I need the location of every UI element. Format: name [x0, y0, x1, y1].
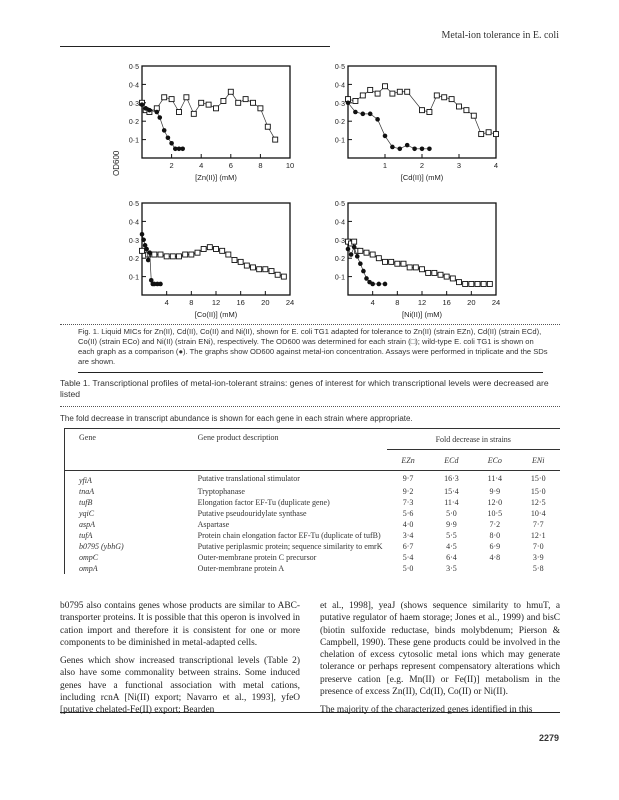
table-title-rule: [60, 406, 560, 407]
fold-cell: 10·5: [487, 509, 503, 518]
tolerant-data-point: [463, 281, 468, 286]
x-tick-label: 12: [211, 298, 221, 307]
wildtype-data-point: [147, 250, 152, 255]
tolerant-data-point: [442, 95, 447, 100]
tolerant-data-point: [438, 272, 443, 277]
x-tick-label: 1: [382, 161, 388, 170]
tolerant-data-point: [486, 130, 491, 135]
body-column-right: [320, 600, 560, 723]
description-cell: Putative translational stimulator: [197, 474, 300, 483]
y-tick-label: 0·5: [128, 64, 139, 71]
tolerant-data-point: [220, 248, 225, 253]
tolerant-data-point: [228, 89, 233, 94]
tolerant-data-point: [368, 87, 373, 92]
fold-cell: 9·9: [446, 520, 457, 529]
tolerant-data-point: [265, 124, 270, 129]
x-tick-label: 24: [285, 298, 295, 307]
tolerant-data-point: [432, 270, 437, 275]
wildtype-data-point: [398, 147, 403, 152]
description-cell: Outer-membrane protein C precursor: [197, 553, 317, 562]
tolerant-data-point: [353, 98, 358, 103]
x-tick-label: 12: [417, 298, 427, 307]
x-tick-label: 10: [285, 161, 295, 170]
chart-cd: [314, 58, 514, 186]
wildtype-data-point: [346, 247, 351, 252]
y-tick-label: 0·2: [334, 119, 345, 127]
fold-cell: 12·5: [530, 498, 546, 507]
y-tick-label: 0·4: [128, 82, 139, 90]
caption-top-rule: [60, 324, 560, 325]
tolerant-data-point: [236, 100, 241, 105]
fold-cell: 10·4: [530, 509, 546, 518]
tolerant-data-point: [244, 263, 249, 268]
tolerant-data-point: [170, 254, 175, 259]
y-axis-label: OD600: [112, 150, 121, 176]
tolerant-data-point: [177, 254, 182, 259]
fold-cell: 5·0: [402, 564, 414, 573]
wildtype-data-point: [383, 282, 388, 287]
tolerant-data-point: [481, 281, 486, 286]
figure-caption: Fig. 1. Liquid MICs for Zn(II), Cd(II), Co(II) and Ni(II), shown for E. coli TG1 adapted for tolerance to Zn(II) (strain EZn), Cd(II) (strain ECd), Co(II) (strain ECo) and Ni(II) (strain ENi), respectively. The OD600 was determined for each strain (□); wild-type E. coli TG1 is shown on each graph as a comparison (●). The graphs show OD600 against metal-ion concentration. Assays were performed in triplicate and the SDs are shown.: [78, 327, 548, 366]
y-tick-label: 0·1: [334, 137, 345, 145]
x-tick-label: 20: [467, 298, 476, 307]
tolerant-data-point: [427, 110, 432, 115]
tolerant-data-point: [214, 247, 219, 252]
fold-cell: 4·0: [402, 520, 414, 529]
tolerant-data-point: [370, 252, 375, 257]
wildtype-data-point: [353, 110, 358, 115]
wildtype-data-point: [390, 145, 395, 150]
tolerant-data-point: [450, 276, 455, 281]
tolerant-data-point: [258, 106, 263, 111]
x-tick-label: 16: [442, 298, 451, 307]
paragraph: et al., 1998], yeaJ (shows sequence similarity to hmuT, a putative regulator of haem storage; Jones et al., 1999) and bisC (biotin sulfoxide reductase, binds molybdenum; Pierson & Campbell, 1990). These gene products could be involved in the chelation of excess cytosolic metal ions which may generate tolerance or perhaps represent compensatory alterations which preserve cation [e.g. Mn(II) or Fe(II)] metabolism in the presence of excess Zn(II), Cd(II), Co(II) or Ni(II).: [320, 601, 560, 698]
tolerant-data-point: [275, 272, 280, 277]
description-cell: Putative periplasmic protein; sequence similarity to emrK: [197, 542, 383, 551]
tolerant-data-point: [226, 252, 231, 257]
tolerant-data-point: [232, 258, 237, 263]
paragraph: b0795 also contains genes whose products are similar to ABC-transporter proteins. It is possible that this operon is involved in cation import and therefore it is consistent for one or more components to be diminished in metal-adapted cells.: [60, 601, 300, 648]
tolerant-data-point: [420, 108, 425, 113]
y-tick-label: 0·3: [128, 237, 139, 245]
tolerant-data-point: [152, 252, 157, 257]
tolerant-data-point: [184, 95, 189, 100]
y-tick-label: 0·4: [334, 219, 345, 227]
wildtype-data-point: [377, 282, 382, 287]
tolerant-data-point: [469, 281, 474, 286]
y-tick-label: 0·2: [334, 256, 345, 264]
wildtype-data-point: [361, 269, 366, 274]
tolerant-data-point: [405, 89, 410, 94]
table-row: [65, 486, 561, 497]
wildtype-data-point: [364, 276, 369, 281]
col-header-eni: ENi: [532, 455, 545, 465]
paragraph: The majority of the characterized genes identified in this: [320, 705, 533, 716]
wildtype-data-point: [420, 147, 425, 152]
tolerant-data-point: [140, 248, 145, 253]
y-tick-label: 0·5: [128, 201, 139, 208]
tolerant-data-point: [177, 110, 182, 115]
wildtype-data-point: [158, 282, 163, 287]
tolerant-data-point: [360, 93, 365, 98]
x-tick-label: 8: [189, 298, 194, 307]
col-header-eco: ECo: [487, 455, 502, 465]
chart-zn: [108, 58, 308, 186]
fold-cell: 9·7: [402, 474, 414, 483]
tolerant-data-point: [206, 102, 211, 107]
tolerant-data-point: [457, 104, 462, 109]
wildtype-data-point: [140, 232, 145, 237]
fold-cell: 9·2: [402, 487, 414, 496]
wildtype-data-point: [358, 261, 363, 266]
tolerant-data-point: [389, 259, 394, 264]
x-axis-label: [Zn(II)] (mM): [195, 173, 237, 182]
wildtype-data-point: [157, 115, 162, 120]
wildtype-data-point: [412, 147, 417, 152]
wildtype-data-point: [144, 247, 149, 252]
tolerant-data-point: [164, 254, 169, 259]
tolerant-data-point: [169, 97, 174, 102]
x-tick-label: 2: [419, 161, 425, 170]
y-tick-label: 0·4: [128, 219, 139, 227]
x-tick-label: 24: [491, 298, 501, 307]
tolerant-data-point: [475, 281, 480, 286]
y-tick-label: 0·3: [334, 237, 345, 245]
gene-cell: tufB: [79, 498, 93, 507]
fold-cell: 4·8: [489, 553, 501, 562]
wildtype-data-point: [427, 147, 432, 152]
tolerant-data-point: [395, 261, 400, 266]
body-column-left: [60, 600, 300, 723]
fold-cell: 9·9: [489, 487, 501, 496]
col-header-description: Gene product description: [197, 433, 279, 442]
plot-frame: [142, 66, 290, 158]
wildtype-data-point: [147, 108, 152, 113]
x-tick-label: 20: [261, 298, 270, 307]
table-row: [65, 530, 561, 541]
wildtype-data-point: [155, 110, 160, 115]
fold-cell: 7·2: [489, 520, 501, 529]
fold-cell: 6·4: [446, 553, 457, 562]
y-tick-label: 0·5: [334, 64, 345, 71]
description-cell: Protein chain elongation factor EF-Tu (duplicate of tufB): [197, 531, 381, 540]
gene-cell: tnaA: [79, 487, 95, 496]
fold-cell: 15·4: [444, 487, 459, 496]
paragraph: Genes which show increased transcriptional levels (Table 2) also have some commonality between strains. Some induced genes have a functional association with metal cations, including rcnA [Ni(II) export; Navarro et al., 1993], yfeO [putative chelated-Fe(II) export; Bearden: [60, 656, 300, 716]
tolerant-data-point: [401, 261, 406, 266]
table-row: [65, 552, 561, 563]
tolerant-data-point: [434, 93, 439, 98]
tolerant-data-point: [263, 267, 268, 272]
wildtype-series-line: [348, 103, 429, 149]
description-cell: Aspartase: [197, 520, 230, 529]
fold-cell: 3·4: [402, 531, 414, 540]
fold-cell: 7·0: [532, 542, 544, 551]
fold-cell: 3·5: [446, 564, 457, 573]
wildtype-data-point: [368, 112, 373, 117]
tolerant-data-point: [494, 132, 499, 137]
tolerant-data-point: [251, 265, 256, 270]
fold-cell: 8·0: [489, 531, 501, 540]
table-row: [65, 508, 561, 519]
fold-cell: 4·5: [446, 542, 457, 551]
x-axis-label: [Cd(II)] (mM): [400, 173, 444, 182]
fold-cell: 5·0: [446, 509, 457, 518]
gene-cell: ompA: [79, 564, 98, 573]
wildtype-data-point: [346, 101, 351, 106]
tolerant-data-point: [221, 98, 226, 103]
wildtype-data-point: [146, 258, 151, 263]
wildtype-data-point: [405, 143, 410, 148]
wildtype-data-point: [162, 128, 167, 133]
table-description: The fold decrease in transcript abundance is shown for each gene in each strain where appropriate.: [60, 414, 413, 423]
footer-rule: [60, 712, 560, 713]
tolerant-data-point: [214, 106, 219, 111]
col-header-gene: Gene: [79, 433, 96, 442]
header-rule: [60, 46, 330, 47]
x-tick-label: 16: [236, 298, 245, 307]
tolerant-data-point: [457, 280, 462, 285]
wildtype-data-point: [140, 102, 145, 107]
tolerant-data-point: [407, 265, 412, 270]
fold-cell: 11·4: [487, 474, 502, 483]
col-header-fold: Fold decrease in strains: [387, 429, 561, 450]
tolerant-data-point: [383, 259, 388, 264]
tolerant-data-point: [449, 97, 454, 102]
y-tick-label: 0·1: [128, 137, 139, 145]
x-tick-label: 8: [258, 161, 263, 170]
tolerant-data-point: [397, 89, 402, 94]
fold-cell: 7·3: [402, 498, 414, 507]
y-tick-label: 0·3: [128, 100, 139, 108]
tolerant-data-point: [352, 239, 357, 244]
table-row: [65, 519, 561, 530]
y-tick-label: 0·3: [334, 100, 345, 108]
tolerant-data-point: [444, 274, 449, 279]
y-tick-label: 0·1: [128, 274, 139, 282]
wildtype-data-point: [352, 245, 357, 250]
x-tick-label: 3: [456, 161, 462, 170]
x-tick-label: 4: [199, 161, 204, 170]
fold-cell: 3·9: [532, 553, 544, 562]
x-axis-label: [Ni(II)] (mM): [402, 310, 442, 319]
tolerant-data-point: [195, 250, 200, 255]
tolerant-data-point: [426, 270, 431, 275]
fold-cell: 12·1: [530, 531, 546, 540]
tolerant-data-point: [273, 137, 278, 142]
fold-cell: 7·7: [532, 520, 544, 529]
table-row: [65, 563, 561, 574]
fold-cell: 5·5: [446, 531, 457, 540]
fold-cell: 5·6: [402, 509, 414, 518]
chart-ni: [314, 195, 514, 323]
fold-cell: 6·9: [489, 542, 501, 551]
fold-cell: 5·8: [532, 564, 544, 573]
fold-cell: 12·0: [487, 498, 503, 507]
y-tick-label: 0·2: [128, 256, 139, 264]
col-header-ecd: ECd: [444, 455, 459, 465]
tolerant-data-point: [376, 256, 381, 261]
x-tick-label: 8: [395, 298, 400, 307]
tolerant-data-point: [251, 100, 256, 105]
y-tick-label: 0·1: [334, 274, 345, 282]
tolerant-data-point: [358, 248, 363, 253]
tolerant-data-point: [189, 252, 194, 257]
tolerant-data-point: [257, 267, 262, 272]
tolerant-data-point: [375, 91, 380, 96]
description-cell: Tryptophanase: [197, 487, 245, 496]
tolerant-data-point: [162, 95, 167, 100]
gene-cell: yfiA: [79, 476, 92, 485]
page-number: 2279: [538, 733, 559, 743]
description-cell: Putative pseudouridylate synthase: [197, 509, 307, 518]
tolerant-data-point: [413, 265, 418, 270]
gene-cell: ompC: [79, 553, 99, 562]
tolerant-data-point: [201, 247, 206, 252]
chart-co: [108, 195, 308, 323]
y-tick-label: 0·4: [334, 82, 345, 90]
gene-cell: b0795 (ybhG): [79, 542, 124, 551]
gene-cell: tufA: [79, 531, 93, 540]
x-tick-label: 2: [169, 161, 174, 170]
wildtype-data-point: [375, 117, 380, 122]
fold-cell: 15·0: [530, 487, 546, 496]
tolerant-data-point: [471, 113, 476, 118]
wildtype-data-point: [166, 135, 171, 140]
table-title: Table 1. Transcriptional profiles of metal-ion-tolerant strains: genes of interest for which transcriptional levels were decreased are listed: [60, 378, 549, 399]
y-tick-label: 0·2: [128, 119, 139, 127]
fold-cell: 11·4: [444, 498, 459, 507]
wildtype-data-point: [180, 147, 185, 152]
description-cell: Outer-membrane protein A: [197, 564, 285, 573]
description-cell: Elongation factor EF-Tu (duplicate gene): [197, 498, 330, 507]
wildtype-data-point: [349, 252, 354, 257]
table-row: [65, 541, 561, 552]
running-title: Metal-ion tolerance in E. coli: [441, 30, 559, 41]
gene-cell: aspA: [79, 520, 95, 529]
tolerant-data-point: [183, 252, 188, 257]
tolerant-data-point: [158, 252, 163, 257]
fold-cell: 6·7: [402, 542, 414, 551]
tolerant-data-point: [364, 250, 369, 255]
fold-cell: 15·0: [530, 474, 546, 483]
tolerant-data-point: [479, 132, 484, 137]
tolerant-data-point: [199, 100, 204, 105]
tolerant-data-point: [383, 84, 388, 89]
wildtype-data-point: [169, 141, 174, 146]
wildtype-data-point: [361, 112, 366, 117]
tolerant-data-point: [269, 269, 274, 274]
y-tick-label: 0·5: [334, 201, 345, 208]
fold-cell: 5·4: [402, 553, 414, 562]
gene-cell: yqiC: [79, 509, 95, 518]
tolerant-data-point: [243, 97, 248, 102]
x-tick-label: 4: [370, 298, 375, 307]
wildtype-data-point: [370, 282, 375, 287]
table-row: [65, 471, 561, 487]
fold-cell: 16·3: [444, 474, 459, 483]
tolerant-data-point: [281, 274, 286, 279]
tolerant-data-point: [420, 267, 425, 272]
x-tick-label: 4: [164, 298, 169, 307]
wildtype-data-point: [141, 238, 146, 243]
tolerant-data-point: [464, 108, 469, 113]
tolerant-data-point: [487, 281, 492, 286]
table-row: [65, 497, 561, 508]
tolerant-series-line: [348, 242, 490, 284]
fold-cell: [473, 563, 516, 574]
caption-bottom-rule: [78, 372, 543, 373]
tolerant-data-point: [191, 111, 196, 116]
table-1: [64, 428, 560, 574]
tolerant-data-point: [238, 259, 243, 264]
tolerant-data-point: [207, 245, 212, 250]
tolerant-data-point: [390, 91, 395, 96]
wildtype-data-point: [383, 134, 388, 139]
x-tick-label: 4: [493, 161, 499, 170]
col-header-ezn: EZn: [401, 455, 415, 465]
x-tick-label: 6: [228, 161, 233, 170]
x-axis-label: [Co(II)] (mM): [194, 310, 238, 319]
wildtype-data-point: [355, 254, 360, 259]
